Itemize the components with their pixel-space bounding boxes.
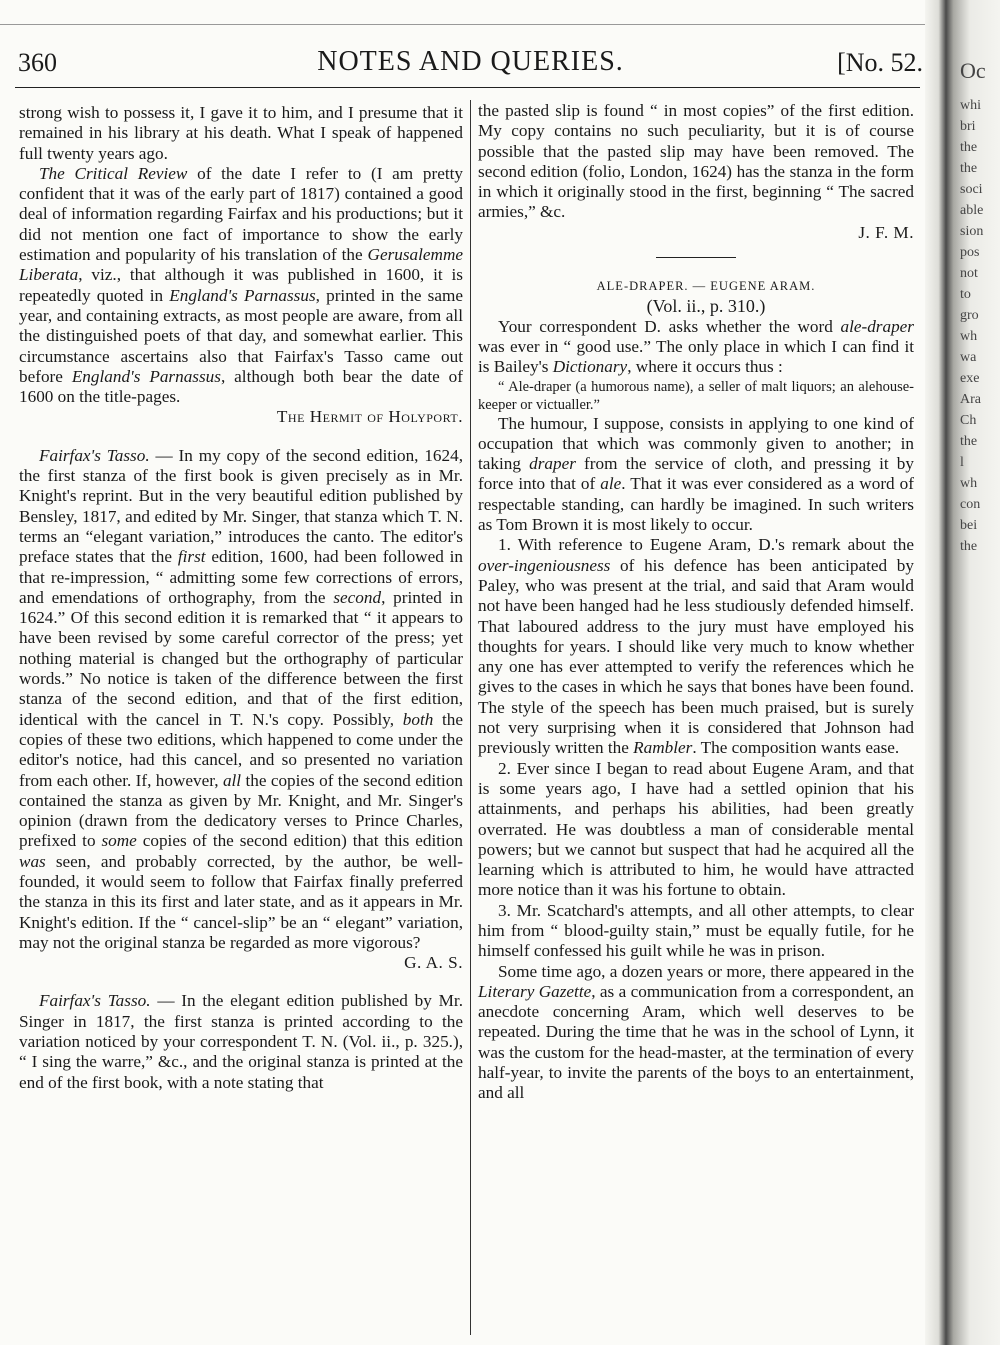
paragraph: Fairfax's Tasso. — In my copy of the second edition, 1624, the first stanza of the first book is given precisely as in Mr. Knight's reprint. But in the very beautiful edition published by Bensley, 1817, and edited by Mr. Singer, that stanza which T. N. terms an “elegant variation,” introduces the canto. The editor's preface states that the first edition, 1600, had been followed in that re-impression, “ admitting some few corrections of errors, and emendations of orthography, from the second, printed in 1624.” Of this second edition it is remarked that “ it appears to have been revised by some careful corrector of the press; yet nothing material is changed but the orthography of particular words.” No notice is taken of the difference between the first stanza of the second edition, and that of the first edition, identical with the cancel in T. N.'s copy. Possibly, both the copies of these two editions, which happened to come under the editor's notice, had this cancel, and so presented no variation from each other. If, however, all the copies of the second edition contained the stanza as given by Mr. Knight, and Mr. Singer's opinion (drawn from the dedicatory verses to Prince Charles, prefixed to some copies of the second edition) that this edition was seen, and probably corrected, by the author, be well-founded, it would seem to follow that Fairfax finally preferred the stanza in this its first and later state, and as it appears in Mr. Knight's edition. If the “ cancel-slip” be an “ elegant” variation, may not the original stanza be regarded as more vigorous? [19, 445, 463, 952]
left-column [19, 103, 463, 1093]
italic-heading: Fairfax's Tasso. [39, 445, 150, 465]
edge-fragment: Ara [960, 392, 981, 407]
right-column [478, 101, 914, 1104]
paragraph: the pasted slip is found “ in most copies” of the first edition. My copy contains no such peculiarity, but it is of course possible that the pasted slip may have been removed. The second edition (folio, London, 1624) has the stanza in the form in which it originally stood in the first, beginning “ The sacred armies,” &c. [478, 101, 914, 222]
page-number: 360 [18, 48, 57, 77]
edge-fragment: gro [960, 308, 979, 323]
signature: G. A. S. [404, 953, 463, 973]
edge-fragment: bei [960, 518, 978, 533]
edge-fragment: wh [960, 476, 978, 491]
paragraph: Some time ago, a dozen years or more, there appeared in the Literary Gazette, as a communication from a correspondent, an anecdote concerning Aram, which well deserves to be repeated. During the time that he was in the school of Lynn, it was the custom for the head-master, at the termination of every half-year, to invite the parents of the boys to an entertainment, and all [478, 961, 914, 1103]
edge-fragment: pos [960, 245, 980, 260]
edge-fragment: sion [960, 224, 984, 239]
edge-fragment: able [960, 203, 984, 218]
column-divider [470, 100, 471, 1335]
edge-fragment: to [960, 287, 971, 302]
edge-fragment: Oc [960, 60, 986, 83]
edge-fragment: whi [960, 98, 981, 113]
paragraph: 1. With reference to Eugene Aram, D.'s remark about the over-ingeniousness of his defence has been anticipated by Paley, who was present at the trial, and said that Aram would not have been hanged had he less studiously defended himself. That laboured address to the jury must have employed his thoughts for years. I should like very much to know whether any one has ever attempted to verify the references which he gives to the cases in which he says that bones have been found. The style of the speech has been much praised, but is surely not very surprising when it is considered that Johnson had previously written the Rambler. The composition wants ease. [478, 535, 914, 758]
paragraph: 2. Ever since I began to read about Eugene Aram, and that is some years ago, I have had a settled opinion that his attainments, and perhaps his abilities, had been greatly overrated. He was doubtless a man of considerable mental powers; but we cannot but suspect that had he acquired all the learning which is attributed to him, he would have attracted more notice than it was his fortune to obtain. [478, 758, 914, 900]
paragraph: 3. Mr. Scatchard's attempts, and all other attempts, to clear him from “ blood-guilty stain,” must be equally futile, for he himself confessed his guilt while he was in prison. [478, 900, 914, 961]
edge-fragment: soci [960, 182, 983, 197]
section-reference: (Vol. ii., p. 310.) [646, 296, 766, 317]
section-divider [656, 257, 736, 258]
signature: J. F. M. [858, 222, 914, 242]
edge-fragment: con [960, 497, 981, 512]
paragraph: Your correspondent D. asks whether the word ale-draper was ever in “ good use.” The only place in which I can find it is Bailey's Dictionary, where it occurs thus : [478, 316, 914, 377]
edge-fragment: the [960, 434, 978, 449]
issue-number: [No. 52. [837, 48, 923, 77]
edge-fragment: the [960, 161, 978, 176]
edge-fragment: not [960, 266, 978, 281]
edge-fragment: bri [960, 119, 976, 134]
edge-fragment: the [960, 140, 978, 155]
italic-title: The Critical Review [39, 163, 188, 183]
paragraph: Fairfax's Tasso. — In the elegant edition published by Mr. Singer in 1817, the first stanza is printed according to the variation noticed by your correspondent T. N. (Vol. ii., p. 325.), “ I sing the warre,” &c., and the original stanza is printed at the end of the first book, with a note stating that [19, 991, 463, 1092]
page-header [18, 42, 923, 82]
edge-fragment: the [960, 539, 978, 554]
adjacent-page-fragments [960, 60, 1000, 557]
paragraph: strong wish to possess it, I gave it to him, and I presume that it remained in his library at his death. What I speak of happened full twenty years ago. [19, 103, 463, 163]
paragraph: The humour, I suppose, consists in applying to one kind of occupation that which was commonly given to another; in taking draper from the service of cloth, and pressing it by force into that of ale. That it was ever considered as a word of respectable standing, can hardly be imagined. In such writers as Tom Brown it is most likely to occur. [478, 413, 914, 535]
block-quote: “ Ale-draper (a humorous name), a seller of malt liquors; an alehouse-keeper or victualler.” [478, 378, 914, 413]
top-edge-line [0, 24, 925, 25]
header-rule [15, 87, 920, 88]
edge-fragment: exe [960, 371, 980, 386]
journal-title: NOTES AND QUERIES. [317, 46, 624, 77]
signature: The Hermit of Holyport. [276, 407, 463, 427]
edge-fragment: l [960, 455, 964, 470]
edge-fragment: wh [960, 329, 978, 344]
section-title: ALE-DRAPER. — EUGENE ARAM. [596, 279, 816, 294]
edge-fragment: wa [960, 350, 977, 365]
italic-heading: Fairfax's Tasso. [39, 991, 151, 1011]
paragraph: The Critical Review of the date I refer to (I am pretty confident that it was of the early part of 1817) contained a good deal of information regarding Fairfax and his productions; but it did not mention one fact of importance to show the early estimation and popularity of his translation of the Gerusalemme Liberata, viz., that although it was published in 1600, it is repeatedly quoted in England's Parnassus, printed in the same year, and containing extracts, as most people are aware, from all the distinguished poets of that day, and somewhat earlier. This circumstance ascertains also that Fairfax's Tasso came out before England's Parnassus, although both bear the date of 1600 on the title-pages. [19, 163, 463, 407]
edge-fragment: Ch [960, 413, 977, 428]
